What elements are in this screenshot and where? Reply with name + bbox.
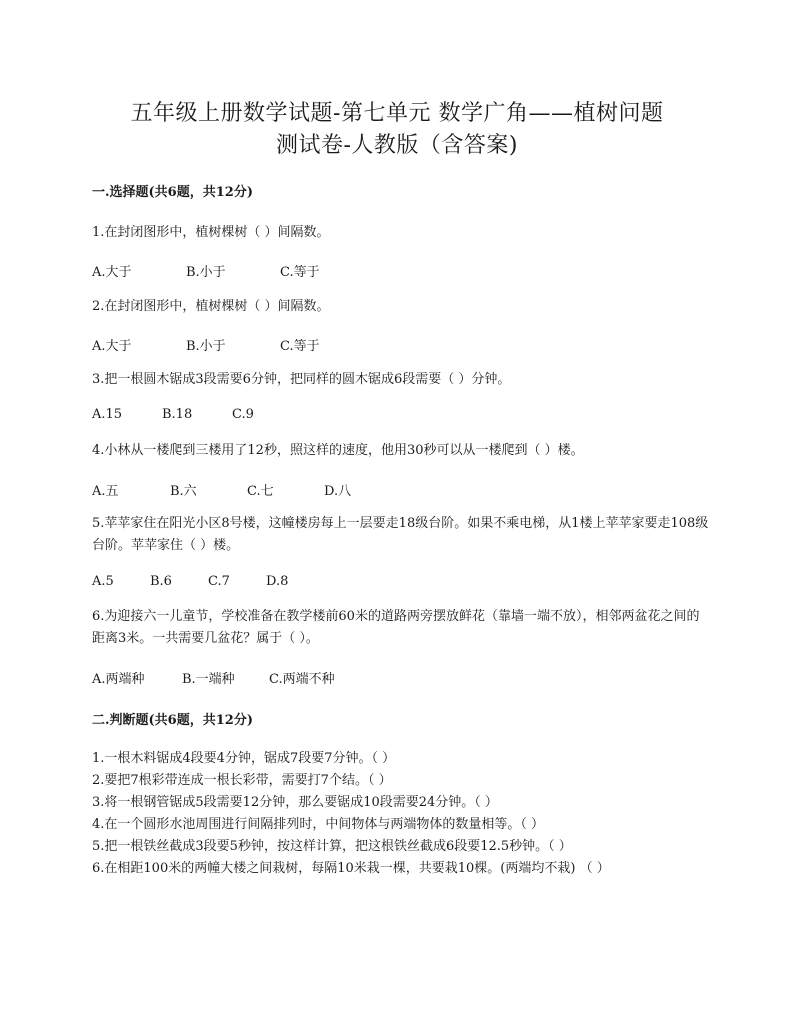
document-title-line2: 测试卷-人教版（含答案) (275, 133, 519, 158)
choice-option: B.6 (150, 574, 172, 589)
document-title-line1: 五年级上册数学试题-第七单元 数学广角——植树问题 (130, 101, 664, 126)
judge-item: 2.要把7根彩带连成一根长彩带，需要打7个结。（ ） (92, 773, 392, 788)
choice-option: A.5 (92, 574, 114, 589)
choice-option: C.9 (232, 407, 254, 422)
choice-option: A.五 (92, 484, 119, 499)
judge-item: 4.在一个圆形水池周围进行间隔排列时，中间物体与两端物体的数量相等。（ ） (92, 817, 545, 832)
section-heading-judge: 二.判断题(共6题，共12分) (92, 713, 253, 728)
choice-option: A.大于 (92, 339, 132, 354)
judge-item: 3.将一根钢管锯成5段需要12分钟，那么要锯成10段需要24分钟。（ ） (92, 795, 498, 810)
choice-option: C.7 (208, 574, 230, 589)
choice-option: C.七 (247, 484, 274, 499)
choice-option: C.等于 (280, 265, 320, 280)
choice-option: A.15 (92, 407, 123, 422)
choice-option: B.六 (170, 484, 197, 499)
choice-question: 5.苹苹家住在阳光小区8号楼，这幢楼房每上一层要走18级台阶。如果不乘电梯，从1楼上苹苹家要走108级台阶。苹苹家住（ ）楼。 (92, 516, 709, 553)
choice-option: B.小于 (186, 265, 226, 280)
section-heading-choice: 一.选择题(共6题，共12分) (92, 185, 253, 200)
choice-question: 6.为迎接六一儿童节，学校准备在教学楼前60米的道路两旁摆放鲜花（靠墙一端不放），相邻两盆花之间的距离3米。一共需要几盆花？属于（ ）。 (92, 609, 700, 646)
choice-question: 1.在封闭图形中，植树棵树（ ）间隔数。 (92, 225, 330, 240)
choice-option: A.大于 (92, 265, 132, 280)
choice-option: B.小于 (186, 339, 226, 354)
judge-item: 5.把一根铁丝截成3段要5秒钟，按这样计算，把这根铁丝截成6段要12.5秒钟。（ ） (92, 839, 572, 854)
choice-option: B.一端种 (182, 672, 235, 687)
choice-question: 4.小林从一楼爬到三楼用了12秒，照这样的速度，他用30秒可以从一楼爬到（ ）楼。 (92, 443, 584, 458)
choice-option: A.两端种 (92, 672, 145, 687)
choice-option: D.八 (324, 484, 352, 499)
judge-item: 6.在相距100米的两幢大楼之间栽树，每隔10米栽一棵，共要栽10棵。(两端均不栽) （ ） (92, 861, 610, 876)
judge-item: 1.一根木料锯成4段要4分钟，锯成7段要7分钟。（ ） (92, 751, 396, 766)
choice-option: C.等于 (280, 339, 320, 354)
choice-option: D.8 (266, 574, 289, 589)
choice-question: 2.在封闭图形中，植树棵树（ ）间隔数。 (92, 299, 330, 314)
choice-option: B.18 (162, 407, 193, 422)
choice-question: 3.把一根圆木锯成3段需要6分钟，把同样的圆木锯成6段需要（ ）分钟。 (92, 372, 511, 387)
choice-option: C.两端不种 (269, 672, 335, 687)
